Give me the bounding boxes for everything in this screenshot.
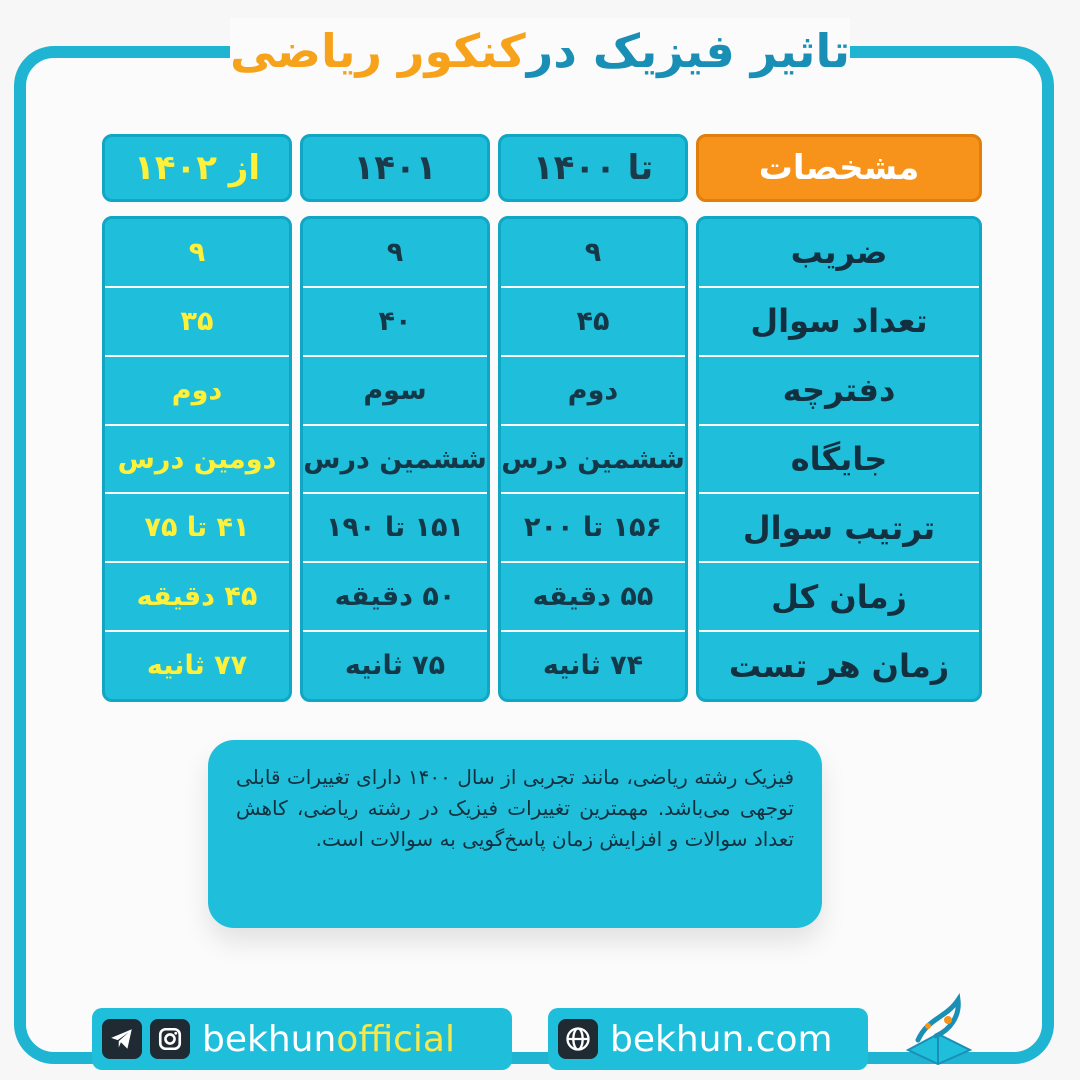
column-1400 <box>498 216 688 702</box>
instagram-icon[interactable] <box>150 1019 190 1059</box>
table-cell: ۴۰ <box>303 288 487 357</box>
table-cell: ۱۵۱ تا ۱۹۰ <box>303 494 487 563</box>
row-label: جایگاه <box>699 426 979 495</box>
table-cell: ۷۵ ثانیه <box>344 650 446 682</box>
table-cell: ۳۵ <box>105 288 289 357</box>
website-pill[interactable] <box>548 1008 868 1070</box>
table-cell: ۷۷ ثانیه <box>146 650 248 682</box>
social-handle[interactable]: bekhunofficial <box>202 1018 455 1060</box>
header-col1: تا ۱۴۰۰ <box>498 134 688 202</box>
table-cell: ۵۵ دقیقه <box>501 563 685 632</box>
telegram-icon[interactable] <box>102 1019 142 1059</box>
table-cell: ۹ <box>303 219 487 288</box>
website-link[interactable]: bekhun.com <box>610 1018 833 1060</box>
table-cell: ۵۰ دقیقه <box>303 563 487 632</box>
column-1401 <box>300 216 490 702</box>
social-pill[interactable] <box>92 1008 512 1070</box>
table-cell: دوم <box>105 357 289 426</box>
header-label: مشخصات <box>696 134 982 202</box>
table-cell: ۴۵ <box>501 288 685 357</box>
row-label: ترتیب سوال <box>699 494 979 563</box>
globe-icon[interactable] <box>558 1019 598 1059</box>
row-label: تعداد سوال <box>699 288 979 357</box>
row-label: ضریب <box>699 219 979 288</box>
table-cell: ششمین درس <box>501 426 685 495</box>
table-cell: ۱۵۶ تا ۲۰۰ <box>501 494 685 563</box>
table-cell: ۴۵ دقیقه <box>105 563 289 632</box>
table-cell: ۷۴ ثانیه <box>542 650 644 682</box>
column-labels <box>696 216 982 702</box>
page-title <box>230 18 850 84</box>
row-label: زمان هر تست <box>728 646 950 685</box>
title-part1: تاثیر فیزیک در <box>526 24 850 78</box>
bekhun-logo <box>888 990 988 1070</box>
title-part2: کنکور ریاضی <box>230 24 526 78</box>
footer <box>92 1008 868 1070</box>
table-cell: دوم <box>501 357 685 426</box>
row-label: زمان کل <box>699 563 979 632</box>
header-col3: از ۱۴۰۲ <box>102 134 292 202</box>
note-box: فیزیک رشته ریاضی، مانند تجربی از سال ۱۴۰۰ دارای تغییرات قابلی توجهی می‌باشد. مهمترین تغییرات فیزیک در رشته ریاضی، کاهش تعداد سوالات و افزایش زمان پاسخ‌گویی به سوالات است. <box>208 740 822 928</box>
table-cell: ۹ <box>105 219 289 288</box>
column-1402 <box>102 216 292 702</box>
table-cell: ۴۱ تا ۷۵ <box>105 494 289 563</box>
table-cell: سوم <box>303 357 487 426</box>
row-label: دفترچه <box>699 357 979 426</box>
table-cell: ۹ <box>501 219 685 288</box>
table-cell: دومین درس <box>105 426 289 495</box>
header-col2: ۱۴۰۱ <box>300 134 490 202</box>
table-cell: ششمین درس <box>303 426 487 495</box>
